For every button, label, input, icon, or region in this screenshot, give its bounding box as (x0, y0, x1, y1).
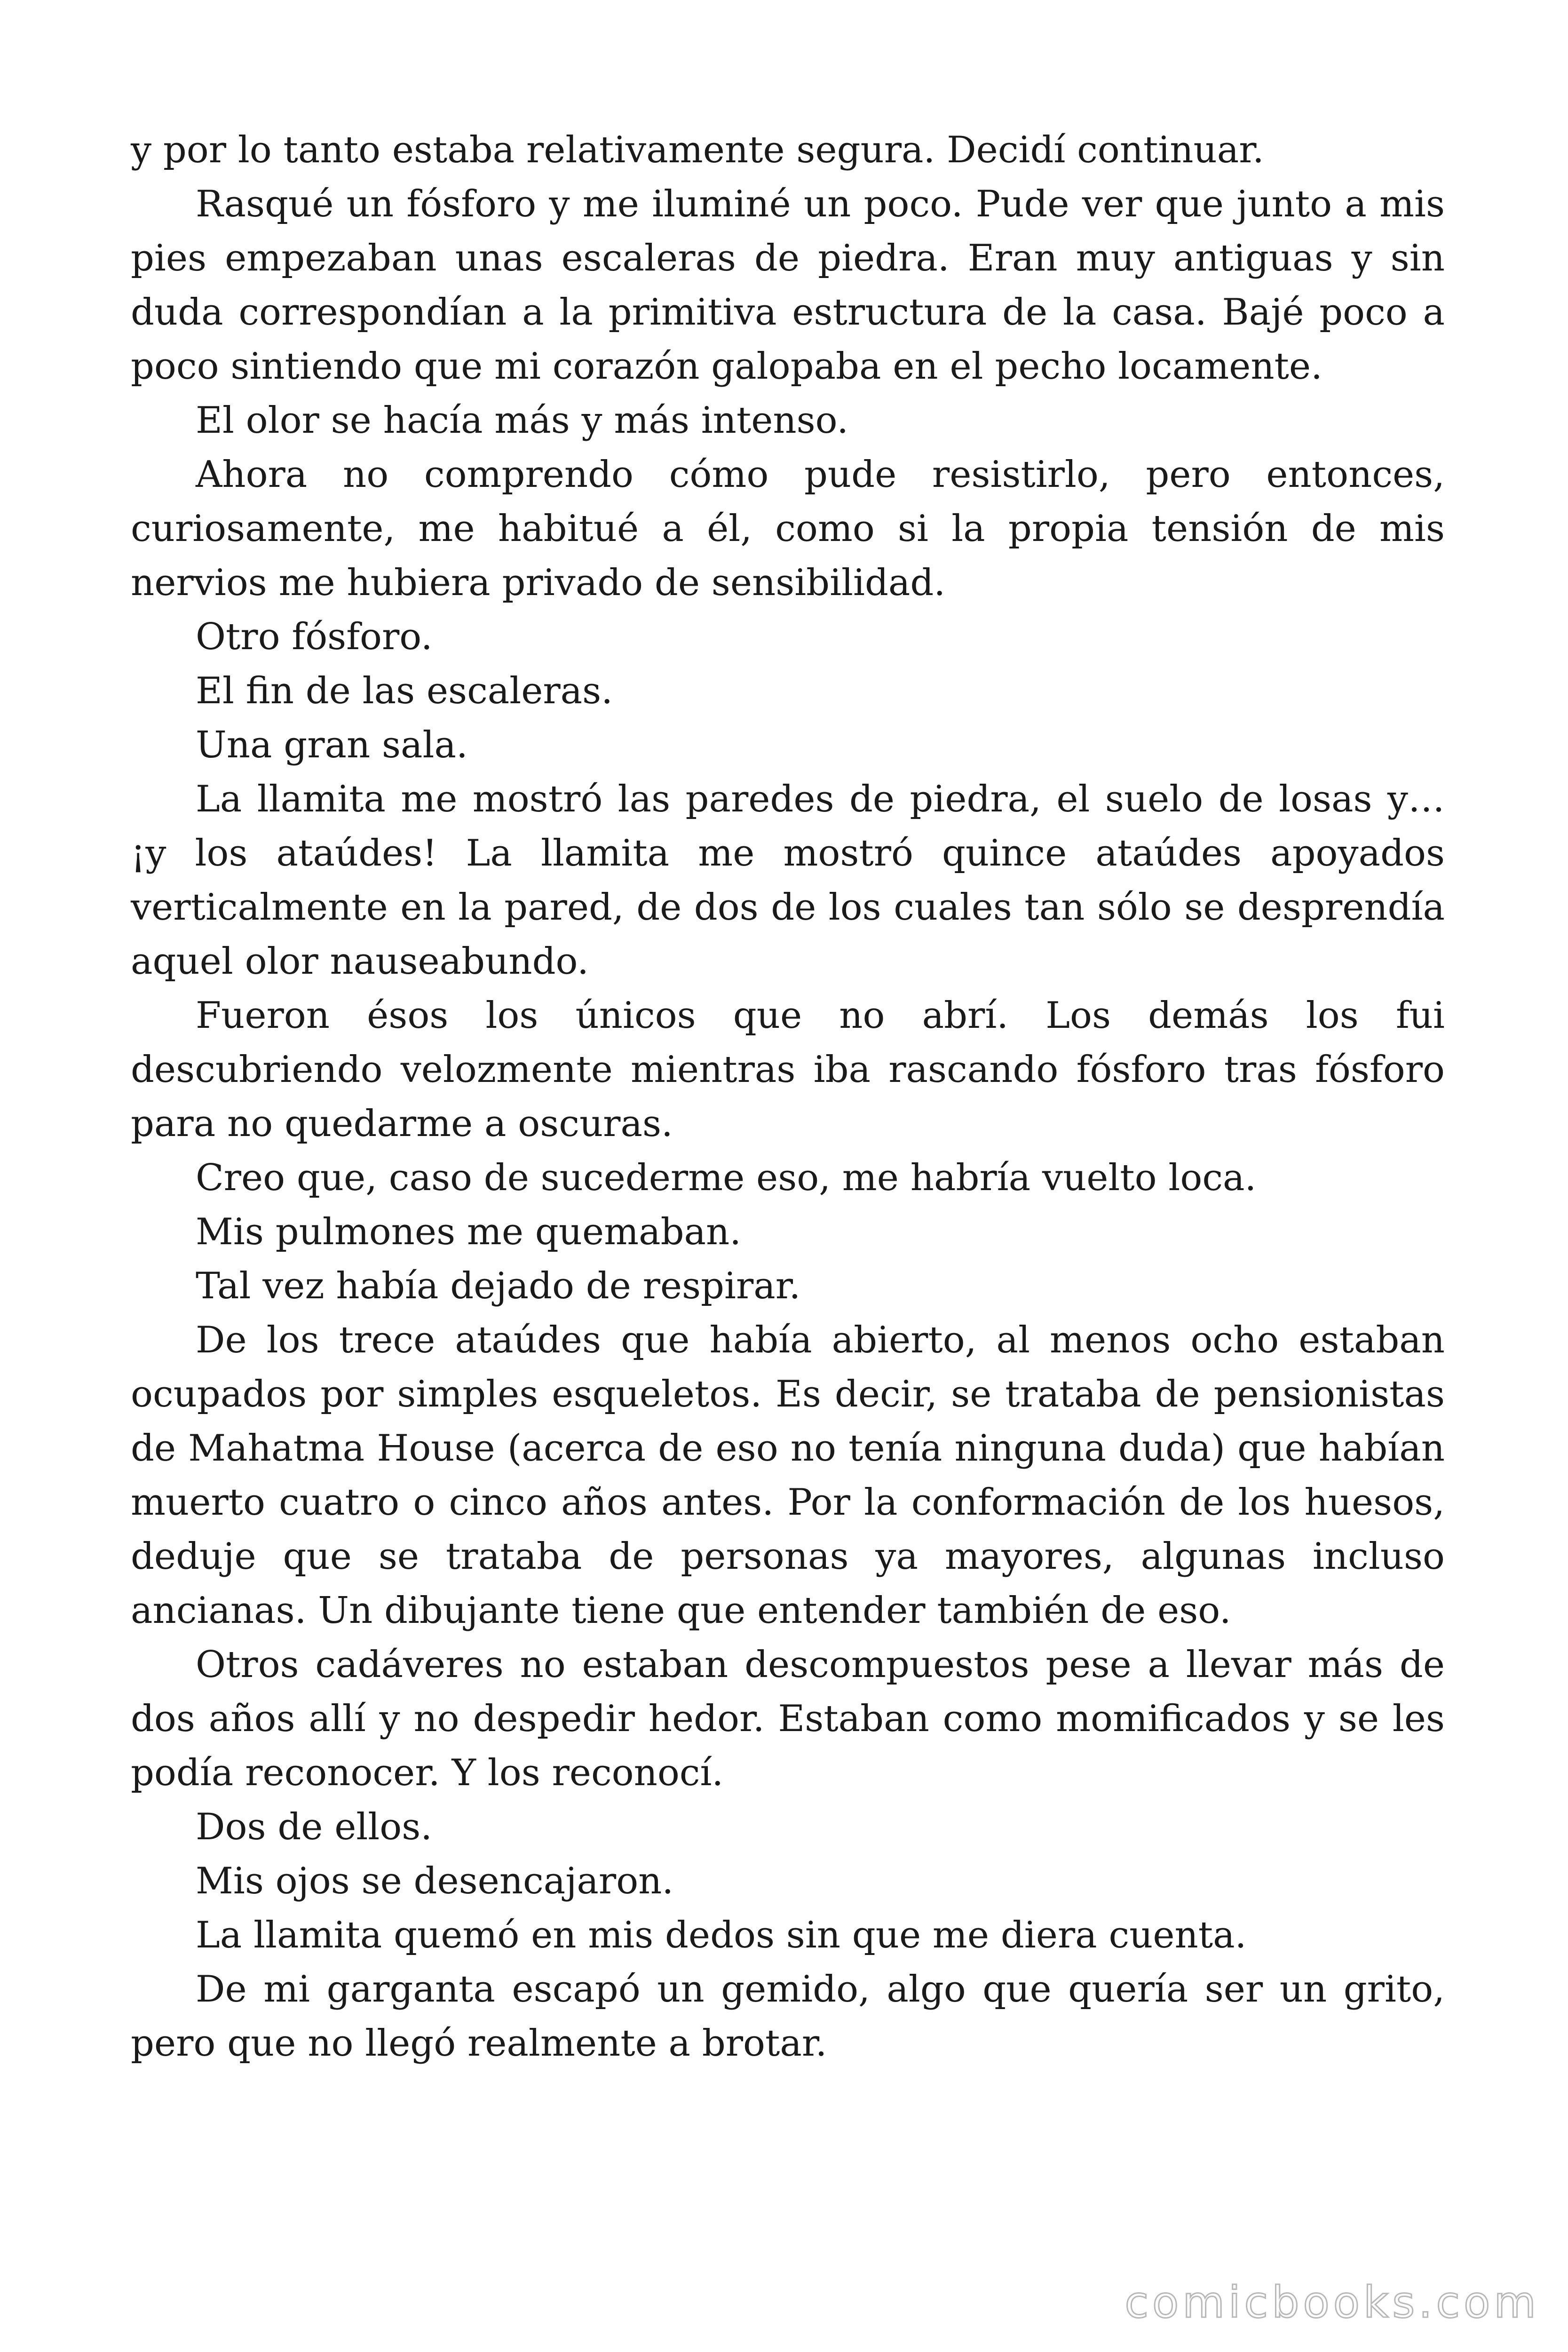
paragraph: Dos de ellos. (196, 1806, 433, 1848)
paragraph: Mis ojos se desencajaron. (196, 1860, 674, 1902)
paragraph: Rasqué un fósforo y me iluminé un poco. Pude ver que junto a mis pies empezaban unas escaleras de piedra. Eran muy antiguas y sin duda correspondían a la primitiva estructura de la casa. Bajé poco a poco sintiendo que mi corazón galopaba en el pecho locamente. (131, 183, 1445, 388)
paragraph: La llamita quemó en mis dedos sin que me diera cuenta. (196, 1914, 1247, 1956)
paragraph: y por lo tanto estaba relativamente segura. Decidí continuar. (131, 129, 1264, 171)
paragraph: Mis pulmones me quemaban. (196, 1211, 742, 1253)
paragraph: El fin de las escaleras. (196, 670, 613, 712)
paragraph: Otros cadáveres no estaban descompuestos pese a llevar más de dos años allí y no despedir hedor. Estaban como momificados y se les podía reconocer. Y los reconocí. (131, 1644, 1445, 1794)
paragraph: Una gran sala. (196, 724, 468, 766)
watermark: comicbooks.com (1125, 2277, 1540, 2328)
body-text (131, 123, 1445, 2071)
paragraph: La llamita me mostró las paredes de piedra, el suelo de losas y… ¡y los ataúdes! La llamita me mostró quince ataúdes apoyados verticalmente en la pared, de dos de los cuales tan sólo se desprendía aquel olor nauseabundo. (131, 778, 1445, 983)
paragraph: De los trece ataúdes que había abierto, al menos ocho estaban ocupados por simples esqueletos. Es decir, se trataba de pensionistas de Mahatma House (acerca de eso no tenía ninguna duda) que habían muerto cuatro o cinco años antes. Por la conformación de los huesos, deduje que se trataba de personas ya mayores, algunas incluso ancianas. Un dibujante tiene que entender también de eso. (131, 1319, 1445, 1632)
paragraph: De mi garganta escapó un gemido, algo que quería ser un grito, pero que no llegó realmente a brotar. (131, 1968, 1445, 2065)
paragraph: Ahora no comprendo cómo pude resistirlo, pero entonces, curiosamente, me habitué a él, como si la propia tensión de mis nervios me hubiera privado de sensibilidad. (131, 453, 1445, 604)
paragraph: Fueron ésos los únicos que no abrí. Los demás los fui descubriendo velozmente mientras iba rascando fósforo tras fósforo para no quedarme a oscuras. (131, 994, 1445, 1145)
paragraph: Creo que, caso de sucederme eso, me habría vuelto loca. (196, 1157, 1257, 1199)
paragraph: El olor se hacía más y más intenso. (196, 399, 849, 442)
paragraph: Tal vez había dejado de respirar. (196, 1265, 801, 1307)
paragraph: Otro fósforo. (196, 616, 433, 658)
